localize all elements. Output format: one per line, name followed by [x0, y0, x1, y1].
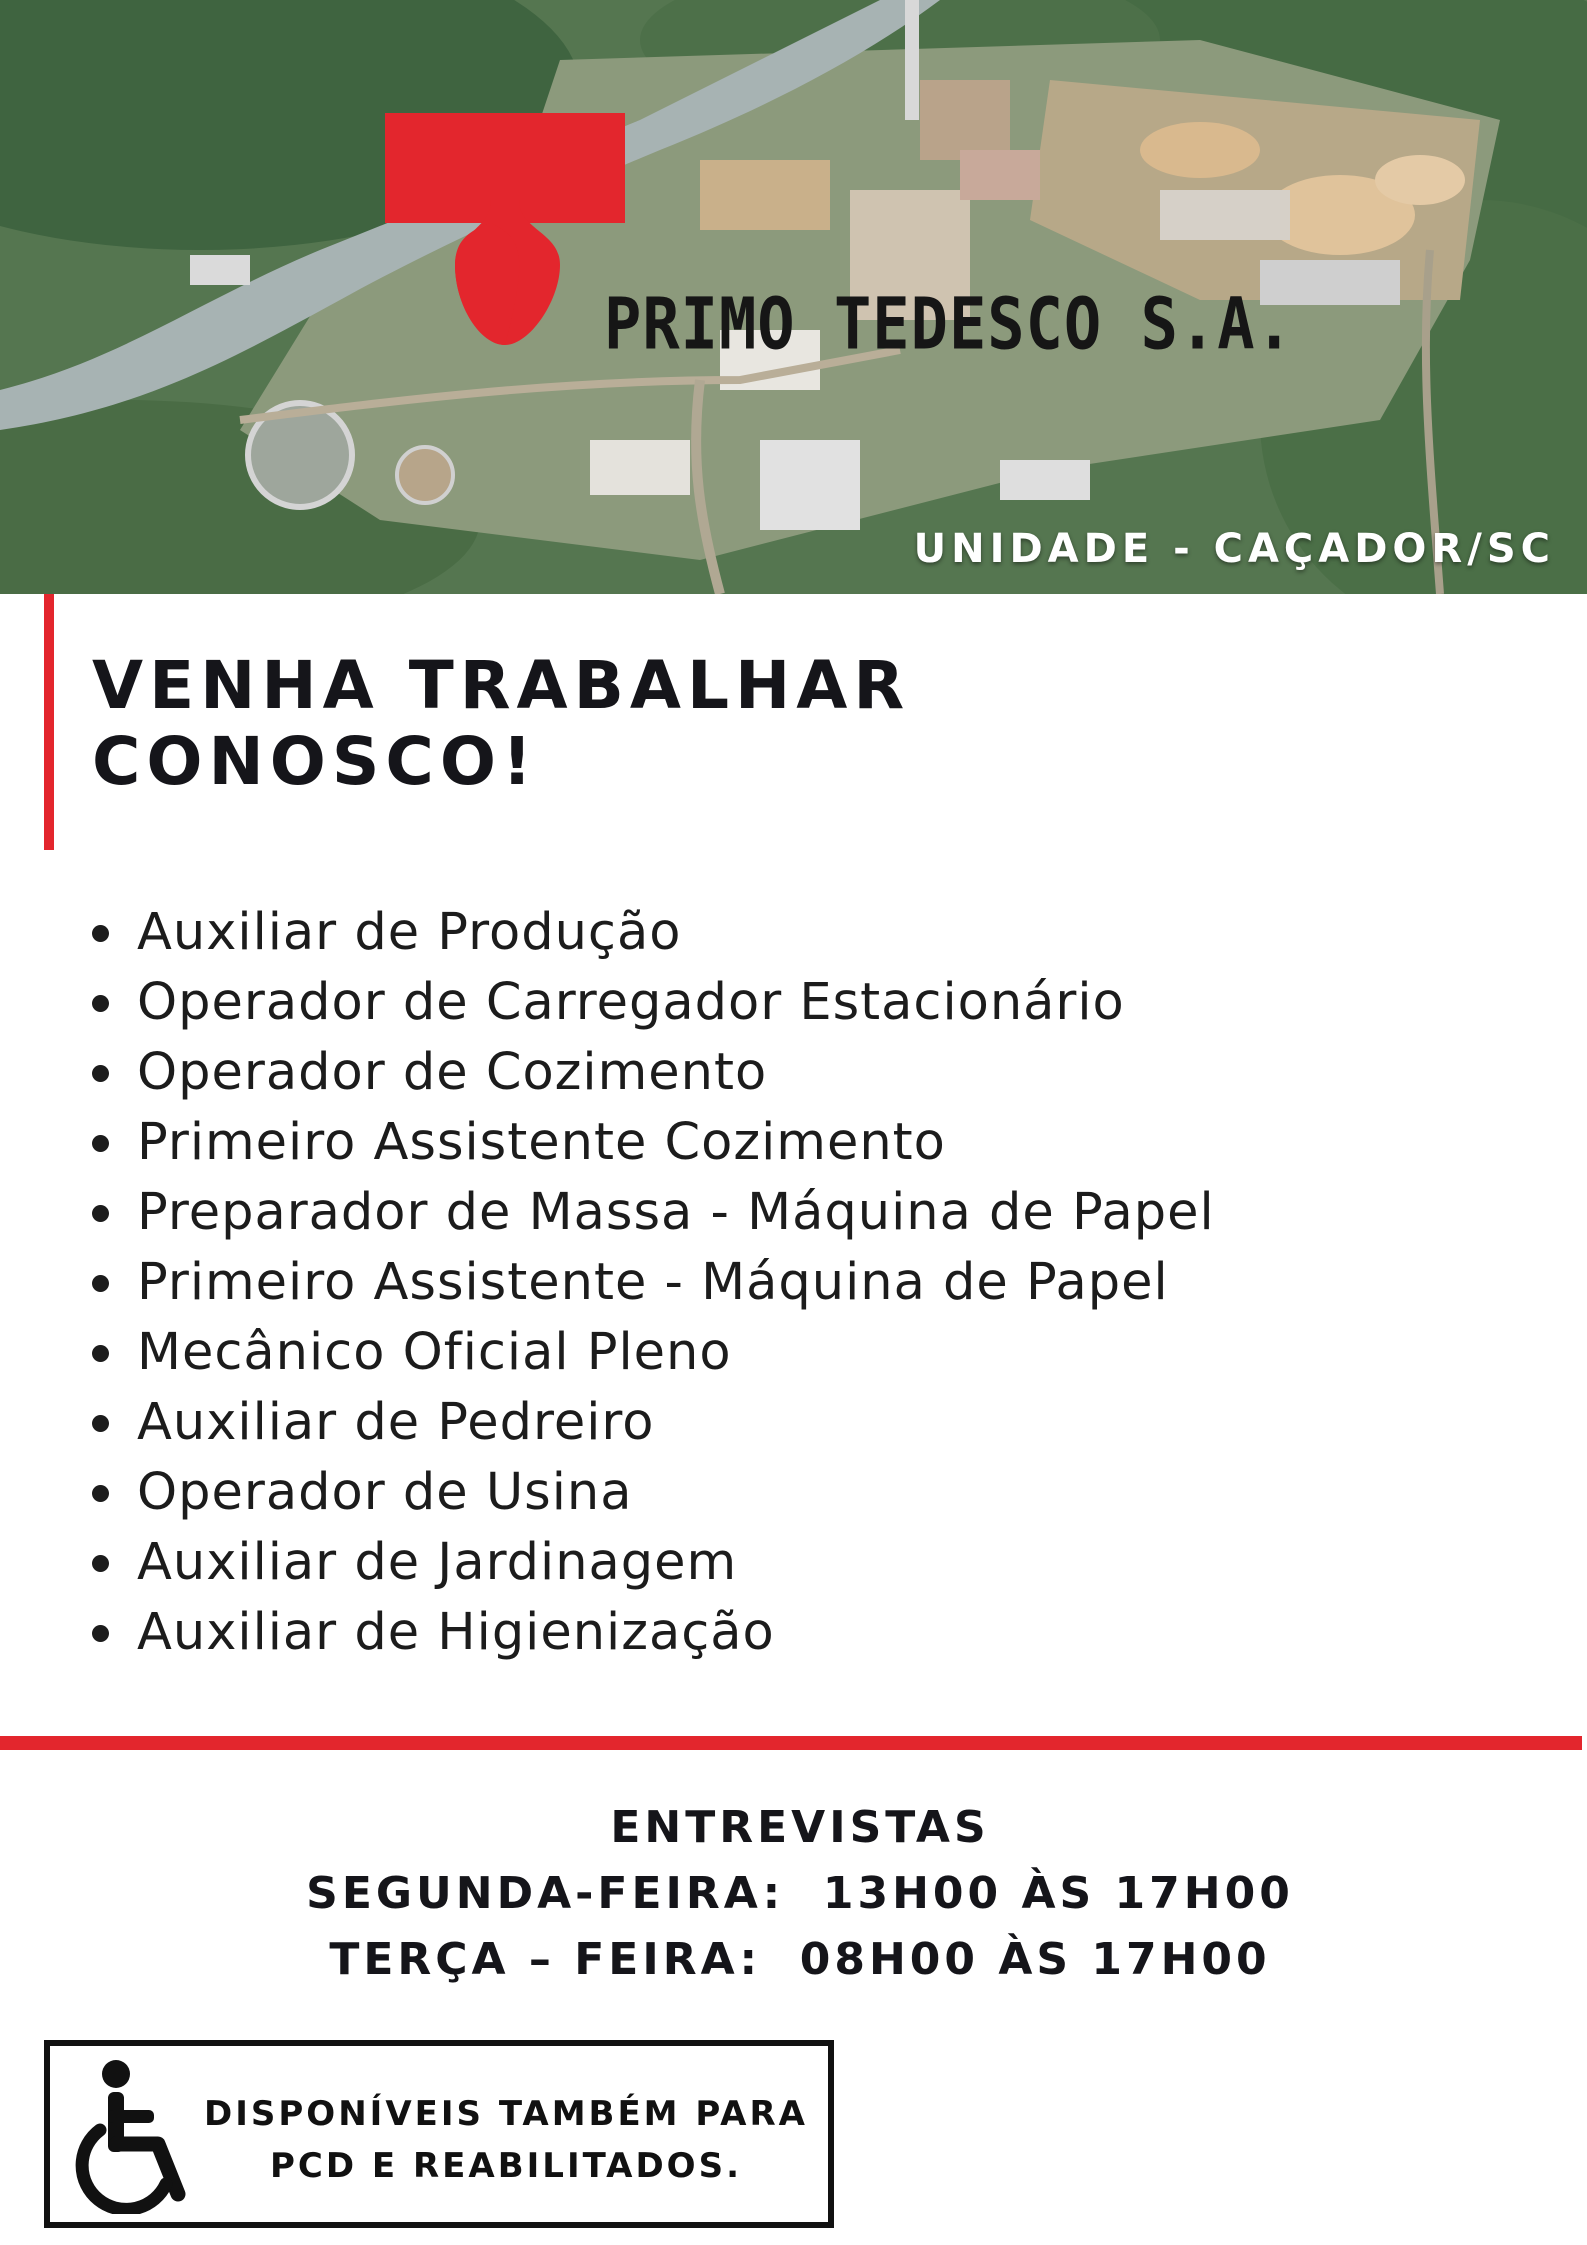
job-title: Primeiro Assistente - Máquina de Papel	[137, 1253, 1169, 1312]
bullet-icon	[92, 1345, 109, 1362]
headline-accent-bar	[44, 594, 54, 850]
headline-line-1: VENHA TRABALHAR	[92, 647, 911, 724]
list-item	[92, 1598, 1215, 1668]
interview-schedule	[0, 1795, 1587, 1993]
list-item	[92, 1458, 1215, 1528]
list-item	[92, 898, 1215, 968]
headline-line-2: CONOSCO!	[92, 723, 539, 800]
job-title: Operador de Usina	[137, 1463, 633, 1522]
job-title: Auxiliar de Produção	[137, 903, 682, 962]
pcd-line-1: DISPONÍVEIS TAMBÉM PARA	[204, 2094, 808, 2134]
list-item	[92, 1108, 1215, 1178]
pcd-notice-text	[166, 2088, 846, 2192]
job-title: Primeiro Assistente Cozimento	[137, 1113, 946, 1172]
list-item	[92, 1038, 1215, 1108]
interview-tuesday: TERÇA – FEIRA: 08H00 ÀS 17H00	[329, 1934, 1271, 1985]
unit-location-label: UNIDADE - CAÇADOR/SC	[913, 526, 1555, 572]
job-title: Operador de Cozimento	[137, 1043, 768, 1102]
hero-aerial-photo	[0, 0, 1587, 594]
list-item	[92, 1388, 1215, 1458]
job-title: Auxiliar de Jardinagem	[137, 1533, 738, 1592]
list-item	[92, 1178, 1215, 1248]
job-title: Mecânico Oficial Pleno	[137, 1323, 732, 1382]
job-openings-list	[92, 898, 1215, 1668]
bullet-icon	[92, 1065, 109, 1082]
bullet-icon	[92, 1625, 109, 1642]
headline	[92, 648, 910, 800]
list-item	[92, 1318, 1215, 1388]
company-name-logo-text: PRIMO TEDESCO S.A.	[604, 282, 1294, 366]
bullet-icon	[92, 925, 109, 942]
job-title: Auxiliar de Pedreiro	[137, 1393, 655, 1452]
pcd-line-2: PCD E REABILITADOS.	[270, 2146, 742, 2186]
list-item	[92, 968, 1215, 1038]
list-item	[92, 1528, 1215, 1598]
bullet-icon	[92, 1135, 109, 1152]
interview-monday: SEGUNDA-FEIRA: 13H00 ÀS 17H00	[306, 1868, 1294, 1919]
job-title: Preparador de Massa - Máquina de Papel	[137, 1183, 1215, 1242]
section-divider	[0, 1736, 1582, 1750]
bullet-icon	[92, 995, 109, 1012]
job-title: Operador de Carregador Estacionário	[137, 973, 1125, 1032]
bullet-icon	[92, 1485, 109, 1502]
bullet-icon	[92, 1555, 109, 1572]
bullet-icon	[92, 1415, 109, 1432]
list-item	[92, 1248, 1215, 1318]
bullet-icon	[92, 1205, 109, 1222]
pcd-notice-box	[44, 2040, 834, 2228]
interview-title: ENTREVISTAS	[610, 1802, 990, 1853]
bullet-icon	[92, 1275, 109, 1292]
job-title: Auxiliar de Higienização	[137, 1603, 775, 1662]
